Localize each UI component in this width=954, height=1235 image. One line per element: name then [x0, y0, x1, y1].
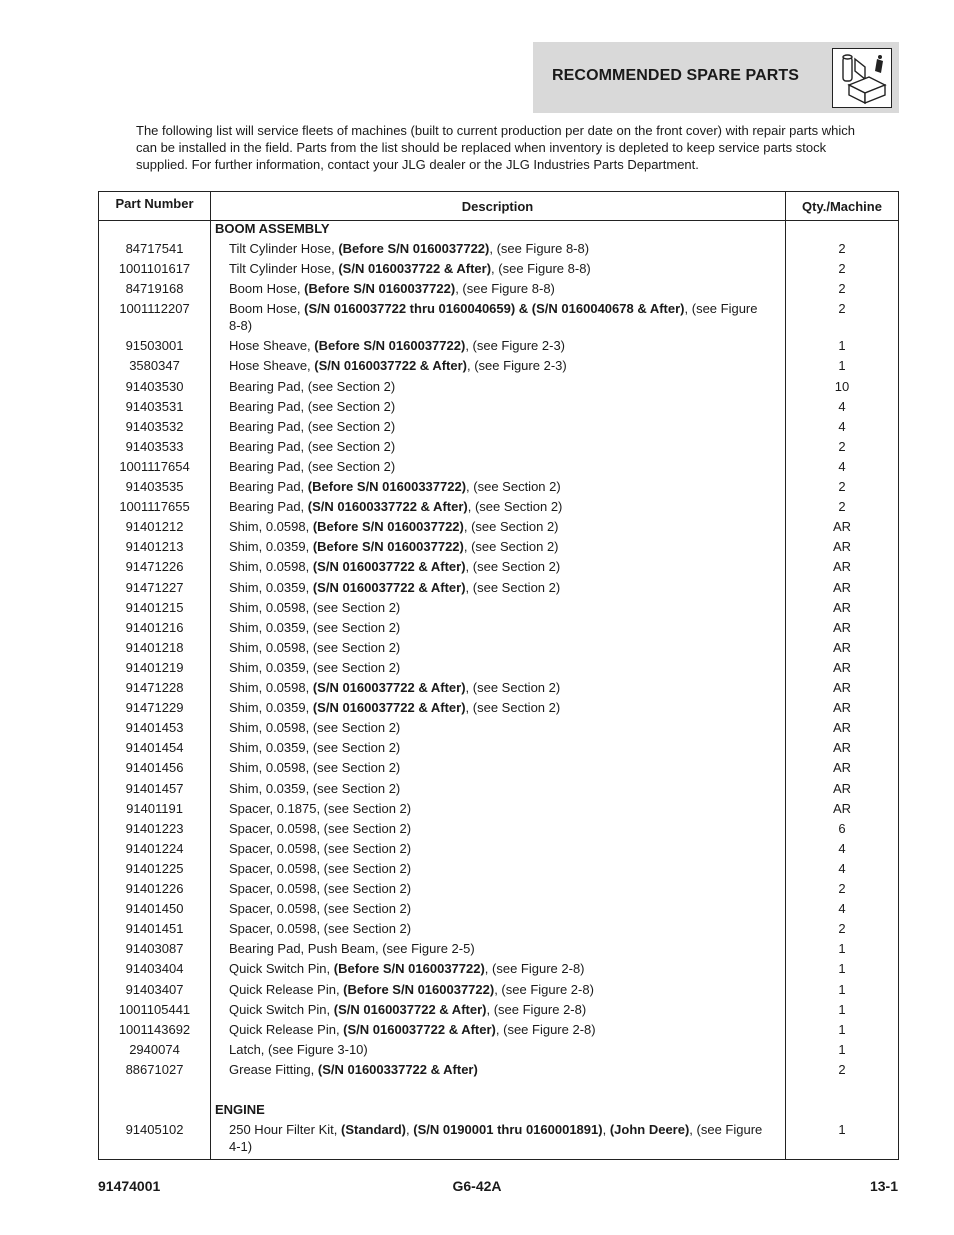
description-cell	[229, 357, 769, 374]
part-number-cell: 91401191	[126, 800, 183, 816]
description-text: Shim, 0.0598,	[229, 559, 313, 575]
description-text: Shim, 0.0359, (see Section 2)	[229, 780, 401, 796]
serial-range-text: (S/N 0160037722 & After)	[312, 579, 466, 595]
description-text: Shim, 0.0359,	[229, 539, 313, 555]
description-text: Spacer, 0.0598, (see Section 2)	[229, 881, 412, 896]
qty-cell: AR	[832, 780, 852, 796]
qty-cell: 6	[838, 820, 846, 836]
description-text: Boom Hose,	[229, 301, 305, 317]
qty-cell: AR	[832, 579, 852, 595]
description-text: Hose Sheave,	[229, 338, 315, 354]
description-cell	[229, 679, 769, 696]
description-text: , (see Figure 4-1)	[229, 1122, 763, 1154]
description-text: Bearing Pad, Push Beam, (see Figure 2-5)	[229, 941, 475, 957]
part-number-cell: 91401216	[125, 619, 184, 635]
part-number-cell: 1001105441	[118, 1001, 191, 1017]
description-cell	[229, 759, 769, 776]
description-text: Shim, 0.0598,	[229, 680, 313, 695]
part-number-cell: 91401451	[125, 921, 184, 937]
qty-cell: AR	[832, 519, 852, 535]
qty-cell: 2	[838, 499, 846, 515]
part-number-cell: 91471229	[125, 700, 184, 716]
qty-cell: AR	[832, 680, 852, 695]
description-text: , (see Section 2)	[465, 559, 561, 575]
part-number-cell: 91401224	[125, 840, 184, 856]
description-cell	[229, 920, 769, 937]
description-text: , (see Figure 8-8)	[491, 261, 591, 277]
qty-cell: 1	[838, 981, 846, 997]
section-title: RECOMMENDED SPARE PARTS	[552, 67, 800, 84]
qty-cell: 10	[834, 378, 850, 394]
qty-cell: AR	[832, 720, 852, 736]
qty-cell: 4	[838, 418, 846, 434]
description-text: Bearing Pad, (see Section 2)	[229, 418, 396, 434]
qty-cell: 4	[838, 860, 846, 876]
qty-cell: 1	[838, 358, 846, 374]
description-text: Bearing Pad, (see Section 2)	[229, 398, 396, 414]
serial-range-text: (S/N 0160037722 & After)	[312, 559, 466, 575]
qty-cell: AR	[832, 559, 852, 575]
qty-cell: 1	[838, 1122, 846, 1137]
description-cell	[229, 900, 769, 917]
part-number-cell: 91401212	[125, 519, 184, 535]
description-cell	[229, 1041, 769, 1058]
description-cell	[229, 538, 769, 555]
description-text: , (see Figure 2-8)	[484, 961, 585, 977]
part-number-cell: 91403407	[125, 981, 184, 997]
qty-cell: AR	[832, 659, 852, 675]
qty-cell: AR	[832, 740, 852, 756]
part-number-cell: 91401215	[125, 599, 184, 615]
serial-range-text: (S/N 0160037722 & After)	[338, 261, 492, 277]
serial-range-text: (S/N 01600337722 & After)	[317, 1061, 478, 1077]
part-number-cell: 91401454	[125, 740, 184, 756]
qty-cell: 2	[838, 881, 846, 896]
part-number-cell: 88671027	[125, 1061, 184, 1077]
qty-cell: 1	[838, 1001, 846, 1017]
description-text: 250 Hour Filter Kit,	[229, 1122, 341, 1137]
description-cell	[229, 1001, 769, 1018]
description-text: , (see Section 2)	[463, 519, 559, 535]
qty-cell: AR	[832, 760, 852, 776]
footer-page-number: 13-1	[869, 1178, 898, 1194]
part-number-cell: 91401213	[125, 539, 184, 555]
serial-range-text: (Before S/N 01600337722)	[307, 479, 467, 494]
description-text: Quick Release Pin,	[229, 981, 344, 997]
serial-range-text: (S/N 01600337722 & After)	[307, 499, 468, 515]
description-cell	[229, 639, 769, 656]
qty-cell: 2	[838, 301, 846, 317]
description-cell	[229, 820, 769, 837]
spare-parts-icon	[832, 48, 892, 108]
part-number-cell: 91403533	[125, 438, 184, 454]
description-cell	[229, 558, 769, 575]
part-number-cell: 91471226	[125, 559, 184, 575]
description-cell	[229, 579, 769, 596]
part-number-cell: 91401453	[125, 720, 184, 736]
qty-cell: 4	[838, 398, 846, 414]
description-text: Spacer, 0.0598, (see Section 2)	[229, 901, 412, 917]
qty-cell: 1	[838, 1021, 846, 1037]
qty-cell: 2	[838, 241, 846, 256]
part-number-cell: 91503001	[125, 338, 184, 354]
description-cell	[229, 260, 769, 277]
description-text: Grease Fitting,	[229, 1061, 318, 1077]
qty-header: Qty./Machine	[802, 199, 882, 214]
description-cell	[229, 840, 769, 857]
part-number-cell: 91403532	[125, 418, 184, 434]
qty-cell: 2	[838, 261, 846, 277]
description-text: , (see Figure 2-8)	[486, 1001, 587, 1017]
description-text: Shim, 0.0598, (see Section 2)	[229, 639, 401, 655]
description-text: Spacer, 0.0598, (see Section 2)	[229, 840, 412, 856]
description-cell	[229, 940, 769, 957]
description-cell	[229, 478, 769, 495]
section-heading: BOOM ASSEMBLY	[215, 221, 330, 236]
description-text: Shim, 0.0359, (see Section 2)	[229, 740, 401, 756]
part-number-cell: 91403535	[125, 479, 184, 494]
description-text: Boom Hose,	[229, 281, 305, 297]
description-cell	[229, 1021, 769, 1038]
description-cell	[229, 1061, 769, 1078]
serial-range-text: (Before S/N 0160037722)	[312, 539, 464, 555]
description-cell	[229, 418, 769, 435]
part-number-cell: 1001112207	[119, 301, 190, 317]
qty-cell: AR	[832, 639, 852, 655]
qty-cell: 2	[838, 281, 846, 297]
description-text: Shim, 0.0598, (see Section 2)	[229, 760, 401, 776]
description-cell	[229, 240, 769, 257]
qty-cell: AR	[832, 599, 852, 615]
description-text: Spacer, 0.0598, (see Section 2)	[229, 860, 412, 876]
qty-cell: 2	[838, 479, 846, 494]
serial-range-text: (S/N 0160037722 & After)	[333, 1001, 487, 1017]
description-text: Shim, 0.0359, (see Section 2)	[229, 659, 401, 675]
description-text: , (see Section 2)	[465, 579, 561, 595]
part-number-cell: 91401225	[125, 860, 184, 876]
description-text: Spacer, 0.1875, (see Section 2)	[229, 800, 412, 816]
description-text: ,	[602, 1122, 610, 1137]
section-heading: ENGINE	[215, 1102, 265, 1117]
description-text: Tilt Cylinder Hose,	[229, 261, 339, 277]
description-cell	[229, 280, 769, 297]
description-cell	[229, 337, 769, 354]
description-cell	[229, 398, 769, 415]
description-text: Shim, 0.0359,	[229, 700, 313, 716]
part-number-cell: 84717541	[125, 241, 184, 256]
description-text: Bearing Pad, (see Section 2)	[229, 378, 396, 394]
description-cell	[229, 378, 769, 395]
column-divider	[210, 192, 211, 1159]
description-cell	[229, 498, 769, 515]
serial-range-text: (Before S/N 0160037722)	[338, 241, 490, 256]
description-cell	[229, 880, 769, 897]
part-number-cell: 1001117655	[119, 499, 190, 515]
description-text: , (see Section 2)	[467, 499, 563, 515]
qty-cell: 4	[838, 840, 846, 856]
part-number-cell: 84719168	[125, 281, 184, 297]
description-cell	[229, 780, 769, 797]
qty-cell: 1	[838, 941, 846, 957]
description-text: Shim, 0.0359,	[229, 579, 313, 595]
description-cell	[229, 458, 769, 475]
description-text: Shim, 0.0359, (see Section 2)	[229, 619, 401, 635]
description-text: Bearing Pad,	[229, 479, 308, 494]
description-text: Latch, (see Figure 3-10)	[229, 1041, 368, 1057]
serial-range-text: (S/N 0160037722 & After)	[314, 358, 467, 374]
part-number-cell: 91403531	[125, 398, 184, 414]
description-cell	[229, 659, 769, 676]
serial-range-text: (S/N 0190001 thru 0160001891)	[413, 1122, 603, 1137]
part-number-cell: 1001143692	[118, 1021, 191, 1037]
description-text: , (see Figure 8-8)	[489, 241, 590, 256]
description-text: Tilt Cylinder Hose,	[229, 241, 339, 256]
description-text: Quick Release Pin,	[229, 1021, 344, 1037]
description-cell	[229, 739, 769, 756]
serial-range-text: (Before S/N 0160037722)	[312, 519, 464, 535]
serial-range-text: (S/N 0160037722 thru 0160040659) & (S/N 0160040678 & After)	[304, 301, 685, 317]
part-number-cell: 91401219	[125, 659, 184, 675]
part-number-cell: 1001117654	[119, 458, 190, 474]
part-number-cell: 91405102	[125, 1122, 184, 1137]
qty-cell: 4	[838, 901, 846, 917]
part-number-cell: 3580347	[129, 358, 180, 374]
parts-table	[98, 191, 899, 1160]
qty-cell: AR	[832, 800, 852, 816]
part-number-cell: 91403404	[125, 961, 184, 977]
part-number-cell: 91403530	[125, 378, 184, 394]
description-text: , (see Figure 2-8)	[495, 1021, 596, 1037]
serial-range-text: (Before S/N 0160037722)	[343, 981, 495, 997]
description-cell	[229, 1121, 769, 1155]
footer-model: G6-42A	[452, 1178, 502, 1194]
description-cell	[229, 518, 769, 535]
serial-range-text: (Before S/N 0160037722)	[333, 961, 485, 977]
description-text: Shim, 0.0598, (see Section 2)	[229, 599, 401, 615]
part-number-cell: 2940074	[129, 1041, 180, 1057]
description-text: , (see Figure 8-8)	[229, 301, 758, 334]
serial-range-text: (John Deere)	[609, 1122, 690, 1137]
description-text: , (see Figure 8-8)	[455, 281, 555, 297]
part-number-cell: 91401457	[125, 780, 184, 796]
description-cell	[229, 981, 769, 998]
serial-range-text: (Before S/N 0160037722)	[304, 281, 456, 297]
part-number-cell: 91401218	[125, 639, 184, 655]
qty-cell: 2	[838, 1061, 846, 1077]
description-header: Description	[461, 199, 534, 214]
intro-paragraph: The following list will service fleets of machines (built to current production per date on the front cover) with repair parts which can be installed in the field. Parts from the list should be replaced when inventory is depleted to keep service parts stock supplied. For further information, contact your JLG dealer or the JLG Industries Parts Department.	[136, 123, 855, 172]
qty-cell: AR	[832, 700, 852, 716]
description-text: Spacer, 0.0598, (see Section 2)	[229, 921, 412, 937]
description-text: Bearing Pad, (see Section 2)	[229, 458, 396, 474]
serial-range-text: (S/N 0160037722 & After)	[343, 1021, 496, 1037]
part-number-cell: 91471227	[125, 579, 184, 595]
qty-cell: 1	[838, 961, 846, 977]
description-text: , (see Figure 2-3)	[465, 338, 566, 354]
part-number-cell: 91471228	[125, 680, 184, 695]
description-text: , (see Section 2)	[463, 539, 559, 555]
qty-cell: 4	[838, 458, 846, 474]
serial-range-text: (Standard)	[341, 1122, 406, 1137]
qty-cell: AR	[832, 539, 852, 555]
description-text: Bearing Pad,	[229, 499, 308, 515]
serial-range-text: (S/N 0160037722 & After)	[312, 700, 466, 716]
qty-cell: 1	[838, 1041, 846, 1057]
section-header	[533, 42, 899, 113]
description-cell	[229, 438, 769, 455]
description-cell	[229, 599, 769, 616]
description-text: Shim, 0.0598, (see Section 2)	[229, 720, 401, 736]
description-text: Spacer, 0.0598, (see Section 2)	[229, 820, 412, 836]
qty-cell: AR	[832, 619, 852, 635]
description-text: Bearing Pad, (see Section 2)	[229, 438, 396, 454]
description-text: , (see Figure 2-8)	[494, 981, 594, 997]
qty-cell: 2	[838, 438, 846, 454]
serial-range-text: (S/N 0160037722 & After)	[312, 680, 466, 695]
description-text: Hose Sheave,	[229, 358, 315, 374]
serial-range-text: (Before S/N 0160037722)	[314, 338, 466, 354]
description-text: Shim, 0.0598,	[229, 519, 313, 535]
description-cell	[229, 719, 769, 736]
description-cell	[229, 619, 769, 636]
description-text: Quick Switch Pin,	[229, 1001, 334, 1017]
footer-document-number: 91474001	[98, 1178, 161, 1194]
part-number-cell: 91401450	[125, 901, 184, 917]
description-cell	[229, 300, 769, 334]
description-text: ,	[406, 1122, 414, 1137]
part-number-cell: 91401456	[125, 760, 184, 776]
description-cell	[229, 960, 769, 977]
description-cell	[229, 860, 769, 877]
part-number-cell: 91401223	[125, 820, 184, 836]
description-text: Quick Switch Pin,	[229, 961, 334, 977]
part-number-cell: 91403087	[125, 941, 184, 957]
description-text: , (see Section 2)	[466, 479, 561, 494]
description-text: , (see Section 2)	[465, 680, 561, 695]
part-number-cell: 1001101617	[118, 261, 191, 277]
description-text: , (see Figure 2-3)	[467, 358, 567, 374]
description-cell	[229, 800, 769, 817]
qty-cell: 2	[838, 921, 846, 937]
part-number-header: Part Number	[115, 196, 194, 211]
qty-cell: 1	[838, 338, 846, 354]
description-cell	[229, 699, 769, 716]
part-number-cell: 91401226	[125, 881, 184, 896]
description-text: , (see Section 2)	[465, 700, 561, 716]
